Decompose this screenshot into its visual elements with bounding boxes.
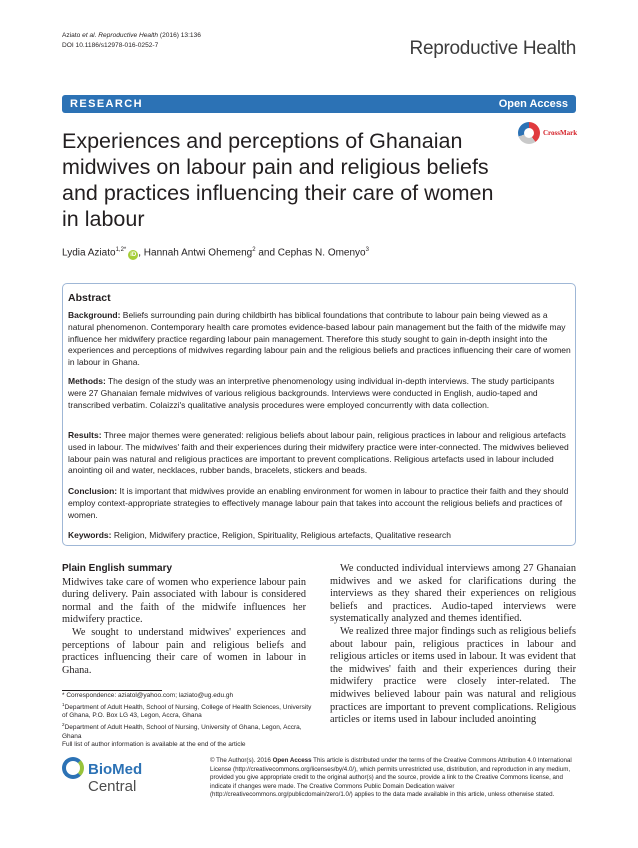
crossmark-label: CrossMark [543,129,578,137]
biomed-central-ring-icon [62,757,84,779]
methods-label: Methods: [68,376,106,386]
abstract-heading: Abstract [68,292,111,304]
article-title: Experiences and perceptions of Ghanaian midwives on labour pain and religious beliefs and practices influencing their care of women in labour [62,129,494,231]
footnotes [62,692,312,750]
correspondence[interactable]: * Correspondence: aziatol@yahoo.com; laziato@ug.edu.gh [62,692,234,699]
right-column [330,563,576,727]
citation-header [62,31,201,51]
abstract-methods [68,376,571,411]
left-paragraph-2: We sought to understand midwives' experiences and perceptions of labour pain and religious beliefs and practices influencing their care of women in labour in Ghana. [62,626,306,676]
orcid-icon[interactable]: iD [130,252,137,259]
plain-summary-heading: Plain English summary [62,563,173,574]
license-prefix: © The Author(s). 2016 [210,757,273,764]
left-column [62,563,306,677]
crossmark-logo[interactable] [518,122,578,146]
left-paragraph-1: Midwives take care of women who experience labour pain during delivery. Pain associated with labour is considered normal and the faith of the midwife influences her midwifery practice. [62,576,306,626]
license-text: This article is distributed under the terms of the Creative Commons Attribution 4.0 International License (http://creativecommons.org/licenses/by/4.0/), which permits unrestricted use, distribution, and reproduction in any medium, provided you give appropriate credit to the original author(s) and the source, provide a link to the Creative Commons license, and indicate if changes were made. The Creative Commons Public Domain Dedication waiver (http://creativecommons.org/publicdomain/zero/1.0/) applies to the data made available in this article, unless otherwise stated. [210,757,572,799]
results-label: Results: [68,430,102,440]
biomed-central-wordmark [88,761,192,795]
open-access-label: Open Access [498,98,568,110]
affiliation-1 [62,701,312,721]
author-1-affiliation: 1,2* [115,247,127,253]
citation-authors: Aziato [62,32,83,39]
affiliation-2-number: 2 [62,721,65,727]
abstract-conclusion [68,486,571,521]
citation-volume: (2016) 13:136 [159,32,201,39]
publisher-central: Central [88,778,137,795]
footnote-divider [62,690,162,691]
background-label: Background: [68,310,121,320]
affiliation-1-number: 1 [62,701,65,707]
license-statement [210,757,576,800]
crossmark-icon-center [524,128,534,138]
author-3[interactable]: and Cephas N. Omenyo [255,247,366,259]
author-2[interactable]: , Hannah Antwi Ohemeng [138,247,253,259]
citation-doi[interactable]: DOI 10.1186/s12978-016-0252-7 [62,42,159,49]
background-text: Beliefs surrounding pain during childbirth has biblical foundations that contribute to labour pain being viewed as a natural phenomenon. Contemporary health care promotes evidence-based labour pain management but the faith of the midwife may influence her midwifery practice regarding labour pain management. Therefore this study sought to gain in-depth insight into the experiences and perceptions of midwives regarding labour pain and the religious beliefs and practices influencing their care of women in labour in Ghana. [68,310,571,368]
affiliation-2 [62,721,312,741]
section-label: RESEARCH [70,98,143,110]
publisher-bio: BioMed [88,761,143,778]
abstract-results [68,430,571,477]
citation-line-1 [62,31,201,41]
section-banner [62,95,576,113]
affiliation-2-text: Department of Adult Health, School of Nursing, University of Ghana, Legon, Accra, Ghana [62,724,302,740]
abstract-keywords [68,530,571,542]
keywords-text: Religion, Midwifery practice, Religion, Spirituality, Religious artefacts, Qualitative research [111,530,451,540]
abstract-box [62,283,576,546]
abstract-background [68,310,571,369]
author-list [62,247,369,260]
author-3-affiliation: 3 [365,247,369,253]
biomed-central-logo[interactable] [62,757,192,795]
conclusion-text: It is important that midwives provide an enabling environment for women in labour to practice their faith and they should employ context-appropriate strategies to effectively manage labour pain that takes into account the religious beliefs and practices of women. [68,486,569,520]
license-open-access: Open Access [272,757,312,764]
journal-name: Reproductive Health [409,38,576,59]
keywords-label: Keywords: [68,530,112,540]
methods-text: The design of the study was an interpretive phenomenology using individual in-depth interviews. The study participants were 27 Ghanaian female midwives of various religious backgrounds. Interviews were conducted in English, audio-taped and transcribed verbatim. Colaizzi's qualitative analysis procedures were employed concurrently with data collection. [68,376,555,410]
right-paragraph-1: We conducted individual interviews among 27 Ghanaian midwives and we asked for clarifications during the interviews as they shared their experiences on religious beliefs and practices. Audio-taped interviews were systematically analyzed and themes identified. [330,563,576,625]
right-paragraph-2: We realized three major findings such as religious beliefs about labour pain, religious practices in labour and religious articles or items used in labour. It was evident that the midwives' faith and their experiences during their midwifery practice were closely inter-related. The midwives believed labour pain was natural and religious practices are important to prevent complications. Religious articles or items used in labour included anointing [330,625,576,726]
results-text: Three major themes were generated: religious beliefs about labour pain, religious practices in labour and religious artefacts used in labour. The midwives' faith and their experiences during their midwifery practice were inter-connected. The midwives believed labour pain was natural and religious practices are important to prevent complications. Religious artefacts used in labour included anointing oil and water, necklaces, rubber bands, bracelets, stickers and beads. [68,430,569,476]
author-2-affiliation: 2 [252,247,256,253]
conclusion-label: Conclusion: [68,486,118,496]
author-1[interactable]: Lydia Aziato [62,247,116,259]
author-info-note: Full list of author information is available at the end of the article [62,741,246,749]
citation-journal: et al. Reproductive Health [82,32,160,39]
affiliation-1-text: Department of Adult Health, School of Nursing, College of Health Sciences, University of Ghana, P.O. Box LG 43, Legon, Accra, Ghana [62,703,312,720]
